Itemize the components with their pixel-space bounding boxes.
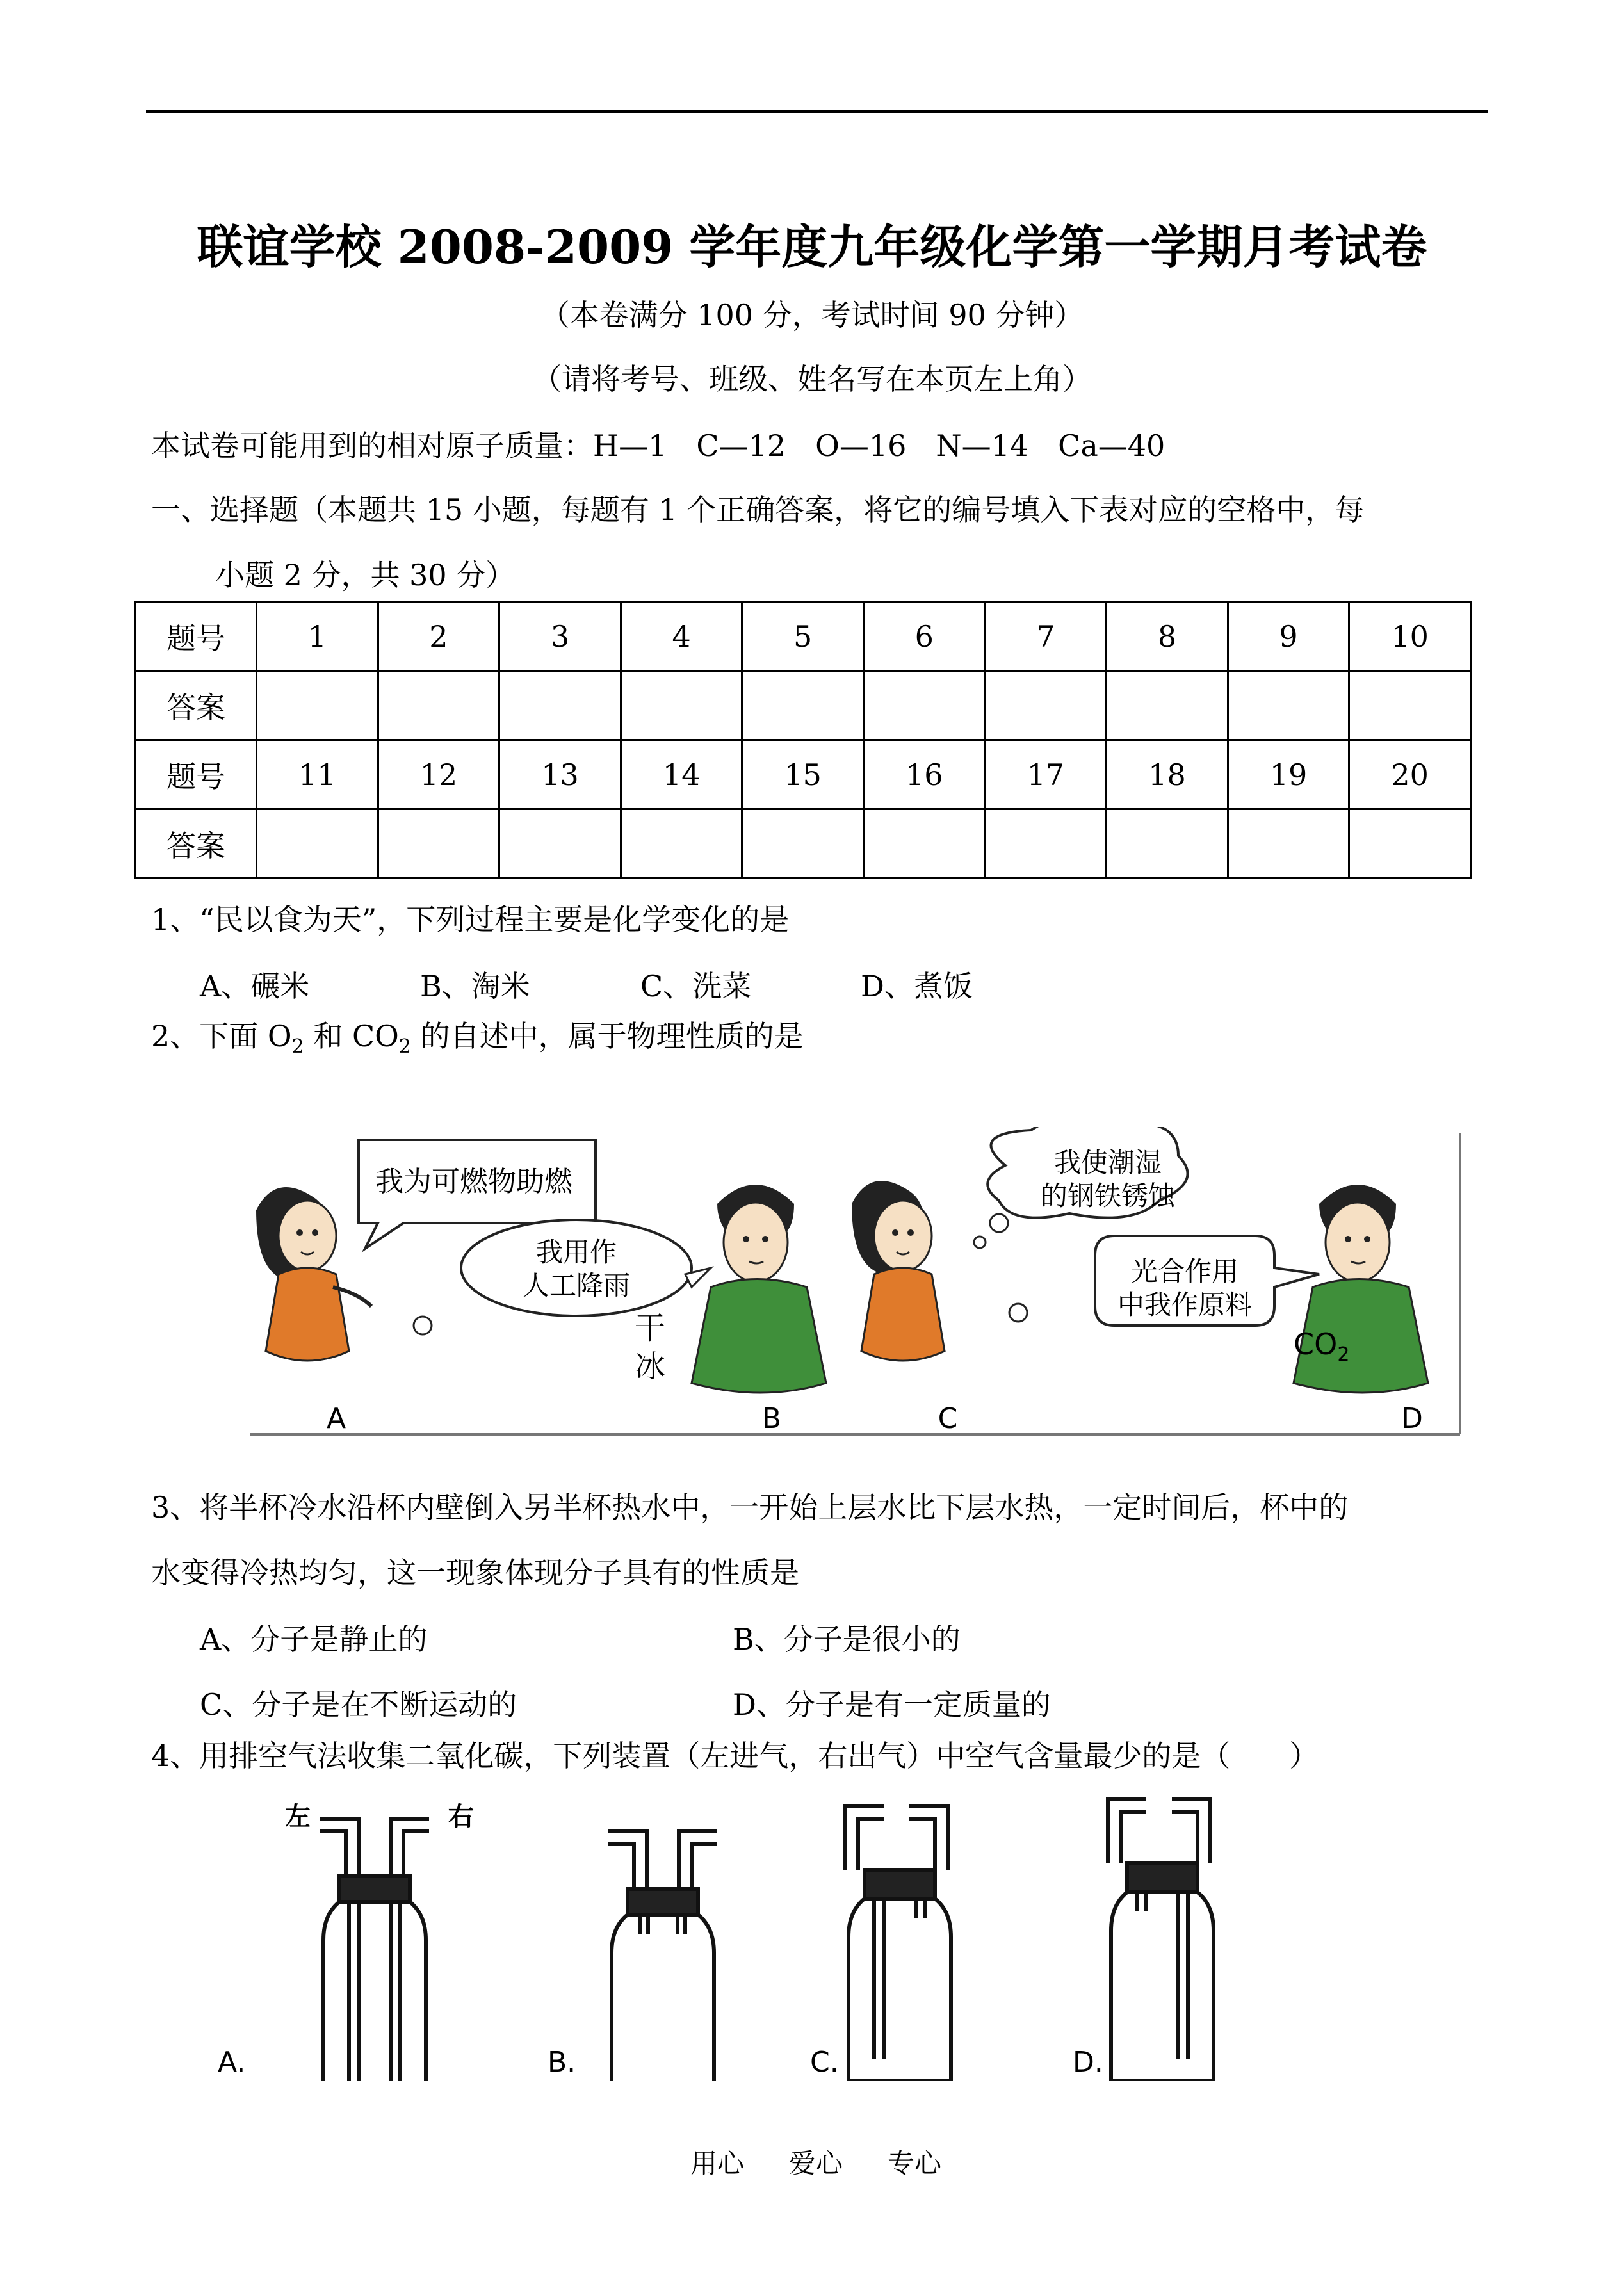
answer-cell[interactable] <box>621 809 742 879</box>
header-rule <box>146 110 1488 113</box>
answer-cell[interactable] <box>378 809 499 879</box>
number-cell: 12 <box>378 740 499 809</box>
number-cell: 3 <box>499 602 621 671</box>
bottle-a <box>320 1819 429 2081</box>
q2-cartoon <box>243 1127 1473 1447</box>
table-row-numbers-1 <box>136 602 1471 671</box>
answer-cell[interactable] <box>378 671 499 740</box>
answer-table <box>134 601 1472 879</box>
bubble-c-text-line1: 我使潮湿 <box>1053 1147 1162 1178</box>
q3-option-d: D、分子是有一定质量的 <box>733 1687 1051 1722</box>
table-row-answers-2 <box>136 809 1471 879</box>
answer-cell[interactable] <box>985 671 1107 740</box>
bubble-b-text-line1: 我用作 <box>535 1237 617 1268</box>
q4-figure <box>192 1787 1281 2084</box>
number-cell: 11 <box>257 740 378 809</box>
subtitle-instructions: （请将考号、班级、姓名写在本页左上角） <box>532 362 1092 396</box>
answer-cell[interactable] <box>257 809 378 879</box>
dry-ice-label-line1: 干 <box>634 1310 666 1346</box>
number-cell: 2 <box>378 602 499 671</box>
number-cell: 19 <box>1228 740 1349 809</box>
boy-b-figure <box>692 1185 826 1393</box>
number-cell: 17 <box>985 740 1107 809</box>
q2-figure <box>243 1127 1473 1450</box>
number-cell: 20 <box>1349 740 1471 809</box>
q1-option-d: D、煮饭 <box>861 969 973 1003</box>
answer-cell[interactable] <box>1228 671 1349 740</box>
bubble-b-text-line2: 人工降雨 <box>522 1270 631 1301</box>
q3-stem-line1: 3、将半杯冷水沿杯内壁倒入另半杯热水中，一开始上层水比下层水热，一定时间后，杯中的 <box>151 1490 1349 1525</box>
answer-cell[interactable] <box>1349 809 1471 879</box>
page-title: 联谊学校 2008-2009 学年度九年级化学第一学期月考试卷 <box>197 220 1427 274</box>
row-label-number: 题号 <box>136 740 257 809</box>
number-cell: 5 <box>742 602 864 671</box>
q3-option-c: C、分子是在不断运动的 <box>200 1687 517 1722</box>
girl-c-figure <box>852 1181 1027 1361</box>
bubble-a-text: 我为可燃物助燃 <box>375 1165 572 1198</box>
number-cell: 1 <box>257 602 378 671</box>
q3-option-b: B、分子是很小的 <box>733 1622 961 1657</box>
number-cell: 4 <box>621 602 742 671</box>
answer-cell[interactable] <box>1349 671 1471 740</box>
co2-label: $CO_2$ <box>1294 1327 1350 1366</box>
table-row-numbers-2 <box>136 740 1471 809</box>
q2-stem: 2、下面 $O_2$ 和 $CO_2$ 的自述中，属于物理性质的是 <box>151 1019 804 1058</box>
right-label: 右 <box>448 1802 474 1831</box>
q3-stem-line2: 水变得冷热均匀，这一现象体现分子具有的性质是 <box>151 1555 799 1590</box>
answer-cell[interactable] <box>863 809 985 879</box>
number-cell: 8 <box>1107 602 1228 671</box>
q4-bottles <box>192 1787 1281 2081</box>
answer-cell[interactable] <box>1107 809 1228 879</box>
figure-label-a: A <box>326 1402 346 1435</box>
answer-cell[interactable] <box>742 671 864 740</box>
q1-option-a: A、碾米 <box>200 969 310 1003</box>
number-cell: 14 <box>621 740 742 809</box>
footer-item-1: 用心 <box>690 2148 745 2179</box>
bottle-label-a: A. <box>218 2046 246 2079</box>
bottle-label-d: D. <box>1073 2046 1103 2079</box>
q1-option-c: C、洗菜 <box>640 969 752 1003</box>
bottle-c <box>845 1806 951 2081</box>
number-cell: 10 <box>1349 602 1471 671</box>
boy-d-figure <box>1294 1185 1428 1393</box>
table-row-answers-1 <box>136 671 1471 740</box>
footer-item-2: 爱心 <box>789 2148 843 2179</box>
q3-option-a: A、分子是静止的 <box>200 1622 428 1657</box>
number-cell: 18 <box>1107 740 1228 809</box>
section1-heading-line2: 小题 2 分，共 30 分） <box>215 558 516 592</box>
answer-cell[interactable] <box>257 671 378 740</box>
figure-label-b: B <box>761 1402 782 1435</box>
bottle-d <box>1108 1799 1214 2081</box>
bottle-b <box>608 1831 717 2081</box>
figure-label-d: D <box>1401 1402 1423 1435</box>
q4-stem: 4、用排空气法收集二氧化碳，下列装置（左进气，右出气）中空气含量最少的是（ ） <box>151 1739 1319 1773</box>
row-label-answer: 答案 <box>136 809 257 879</box>
dry-ice-label-line2: 冰 <box>634 1349 666 1384</box>
answer-cell[interactable] <box>499 671 621 740</box>
q1-option-b: B、淘米 <box>420 969 530 1003</box>
number-cell: 16 <box>863 740 985 809</box>
q1-stem: 1、“民以食为天”，下列过程主要是化学变化的是 <box>151 902 790 937</box>
row-label-number: 题号 <box>136 602 257 671</box>
atomic-masses: 本试卷可能用到的相对原子质量：H—1 C—12 O—16 N—14 Ca—40 <box>151 428 1165 463</box>
bubble-d-text-line1: 光合作用 <box>1130 1256 1239 1287</box>
number-cell: 13 <box>499 740 621 809</box>
number-cell: 9 <box>1228 602 1349 671</box>
answer-cell[interactable] <box>863 671 985 740</box>
answer-cell[interactable] <box>985 809 1107 879</box>
answer-cell[interactable] <box>1228 809 1349 879</box>
figure-label-c: C <box>938 1402 958 1435</box>
number-cell: 7 <box>985 602 1107 671</box>
row-label-answer: 答案 <box>136 671 257 740</box>
number-cell: 15 <box>742 740 864 809</box>
answer-cell[interactable] <box>621 671 742 740</box>
subtitle-score-time: （本卷满分 100 分，考试时间 90 分钟） <box>540 298 1084 332</box>
answer-cell[interactable] <box>499 809 621 879</box>
left-label: 左 <box>285 1802 311 1831</box>
section1-heading-line1: 一、选择题（本题共 15 小题，每题有 1 个正确答案，将它的编号填入下表对应的空格中，每 <box>151 492 1365 527</box>
bottle-label-b: B. <box>548 2046 576 2079</box>
bottle-label-c: C. <box>810 2046 839 2079</box>
answer-cell[interactable] <box>1107 671 1228 740</box>
footer-item-3: 专心 <box>888 2148 942 2179</box>
number-cell: 6 <box>863 602 985 671</box>
bubble-c-text-line2: 的钢铁锈蚀 <box>1040 1180 1176 1212</box>
bubble-d-text-line2: 中我作原料 <box>1117 1289 1253 1320</box>
answer-cell[interactable] <box>742 809 864 879</box>
